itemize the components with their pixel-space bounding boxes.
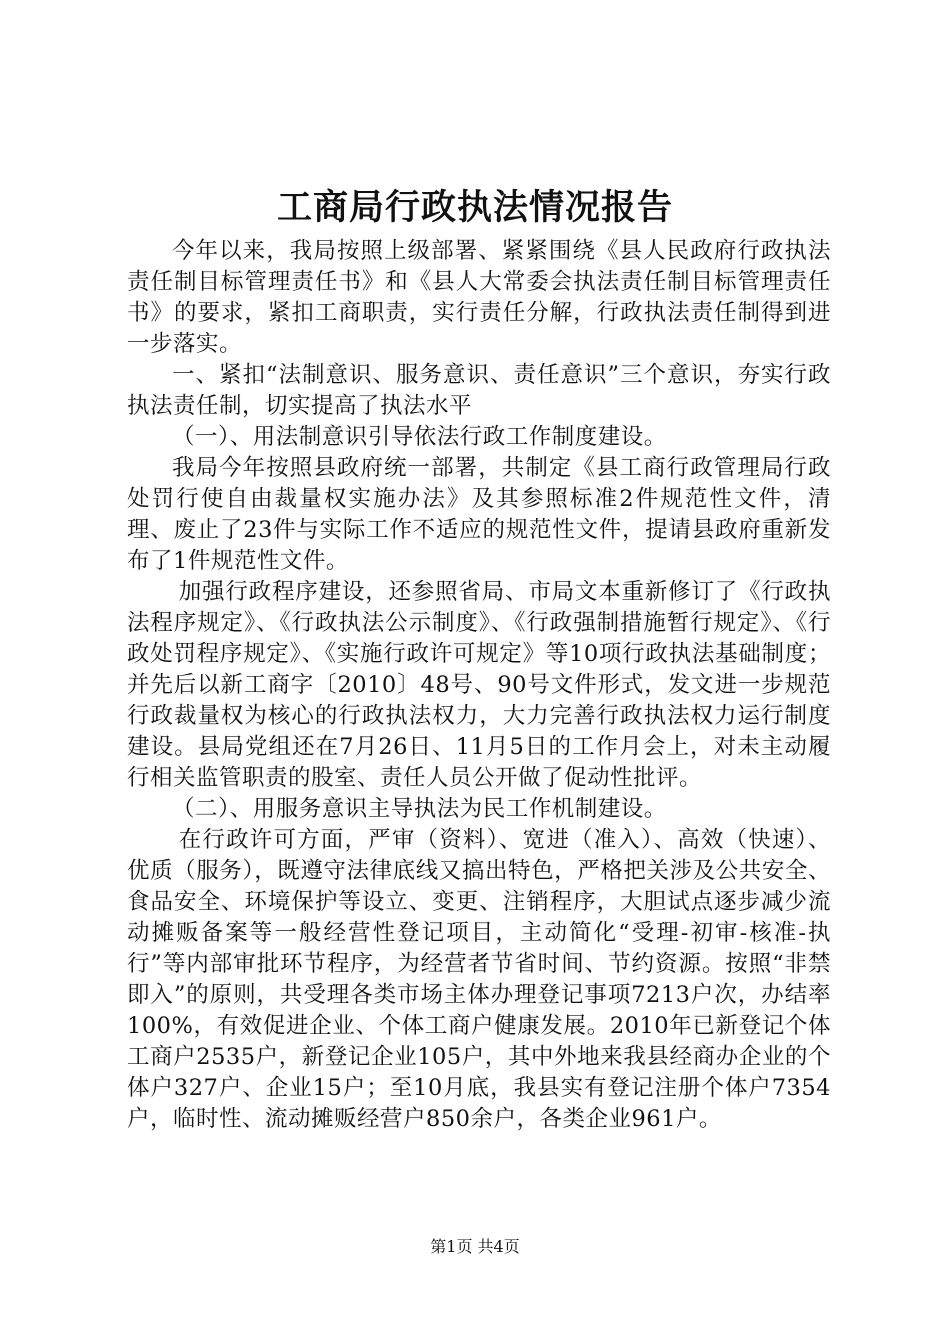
paragraph-procedures: 加强行政程序建设，还参照省局、市局文本重新修订了《行政执法程序规定》、《行政执法公示制度》、《行政强制措施暂行规定》、《行政处罚程序规定》、《实施行政许可规定》等10项行政执法基础制度；并先后以新工商字〔2010〕48号、90号文件形式，发文进一步规范行政裁量权为核心的行政执法权力，大力完善行政执法权力运行制度建设。县局党组还在7月26日、11月5日的工作月会上，对未主动履行相关监管职责的股室、责任人员公开做了促动性批评。 [127,579,831,791]
paragraph-section-1-heading: 一、紧扣“法制意识、服务意识、责任意识”三个意识，夯实行政执法责任制，切实提高了执法水平 [127,362,831,419]
document-body [127,236,831,1135]
document-title: 工商局行政执法情况报告 [276,187,673,228]
paragraph-subsection-1-heading: （一）、用法制意识引导依法行政工作制度建设。 [172,424,667,450]
paragraph-intro: 今年以来，我局按照上级部署、紧紧围绕《县人民政府行政执法责任制目标管理责任书》和《县人大常委会执法责任制目标管理责任书》的要求，紧扣工商职责，实行责任分解，行政执法责任制得到进一步落实。 [127,238,831,357]
page-footer: 第1页 共4页 [430,1237,520,1256]
paragraph-subsection-2-heading: （二）、用服务意识主导执法为民工作机制建设。 [172,796,667,822]
paragraph-licensing: 在行政许可方面，严审（资料）、宽进（准入）、高效（快速）、优质（服务），既遵守法律底线又搞出特色，严格把关涉及公共安全、食品安全、环境保护等设立、变更、注销程序，大胆试点逐步减少流动摊贩备案等一般经营性登记项目，主动简化“受理-初审-核准-执行”等内部审批环节程序，为经营者节省时间、节约资源。按照“非禁即入”的原则，共受理各类市场主体办理登记事项7213户次，办结率100%，有效促进企业、个体工商户健康发展。2010年已新登记个体工商户2535户，新登记企业105户，其中外地来我县经商办企业的个体户327户、企业15户；至10月底，我县实有登记注册个体户7354户，临时性、流动摊贩经营户850余户，各类企业961户。 [127,827,831,1132]
paragraph-regulations: 我局今年按照县政府统一部署，共制定《县工商行政管理局行政处罚行使自由裁量权实施办法》及其参照标准2件规范性文件，清理、废止了23件与实际工作不适应的规范性文件，提请县政府重新发布了1件规范性文件。 [127,455,831,574]
